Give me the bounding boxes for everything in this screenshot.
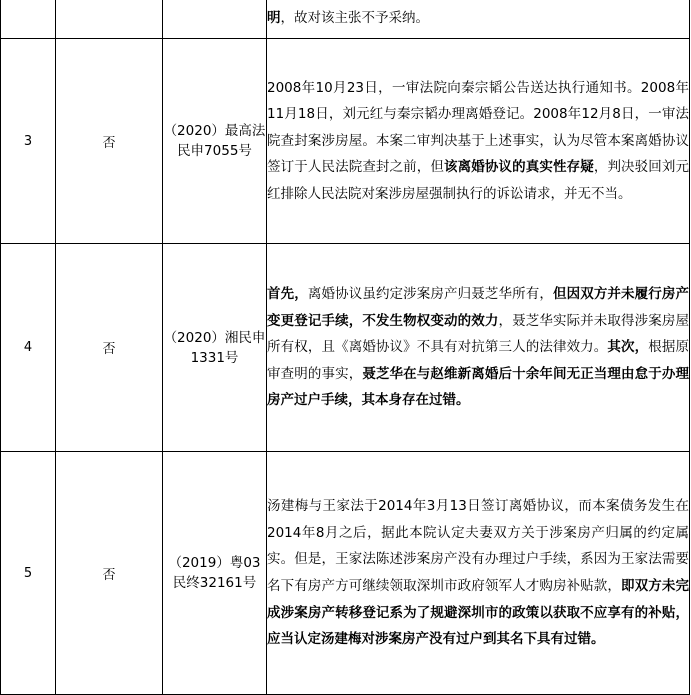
text-run: ，判决驳回刘元红排除人民法院对案涉房屋强制执行的诉讼请求，并无不当。 (267, 159, 690, 202)
text-run: 离婚协议虽约定涉案房产归聂芝华所有， (307, 286, 553, 303)
judgment-text (267, 0, 690, 39)
case-number: （2019）粤03民终32161号 (163, 452, 267, 695)
case-number: （2020）最高法民申7055号 (163, 39, 267, 244)
bold-text-run: 明 (267, 10, 281, 27)
bold-text-run: 首先， (267, 286, 308, 303)
row-number (1, 0, 56, 39)
row-yes-no: 否 (56, 452, 163, 695)
bold-text-run: 聂芝华在与赵维新离婚后十余年间无正当理由怠于办理房产过户手续，其本身存在过错。 (267, 365, 690, 409)
row-yes-no: 否 (56, 244, 163, 452)
text-run: ，聂芝华实际并未取得涉案房屋所有权，且《离婚协议》不具有对抗第三人的法律效力。 (267, 312, 690, 356)
text-run: 汤建梅与王家法于2014年3月13日签订离婚协议，而本案债务发生在2014年8月之后，据此本院认定夫妻双方关于涉案房产归属的约定属实。但是，王家法陈述涉案房产没有办理过户手续，系因为王家法需要名下有房产方可继续领取深圳市政府领军人才购房补贴款， (267, 498, 689, 594)
case-number (163, 0, 267, 39)
judgment-text (267, 244, 690, 452)
bold-text-run: 该离婚协议的真实性存疑 (444, 159, 594, 176)
row-number: 3 (1, 39, 56, 244)
case-number: （2020）湘民申1331号 (163, 244, 267, 452)
row-yes-no (56, 0, 163, 39)
text-run: ，故对该主张不予采纳。 (280, 10, 429, 27)
bold-text-run: 即双方未完成涉案房产转移登记系为了规避深圳市的政策以获取不应享有的补贴，应当认定汤建梅对涉案房产没有过户到其名下具有过错。 (267, 578, 690, 648)
bold-text-run: 其次， (607, 339, 649, 356)
table-row (1, 39, 690, 244)
table-row (1, 244, 690, 452)
row-yes-no: 否 (56, 39, 163, 244)
judgment-paragraph (267, 75, 689, 208)
row-number: 5 (1, 452, 56, 695)
text-run: 2008年10月23日，一审法院向秦宗韬公告送达执行通知书。2008年11月18日，刘元红与秦宗韬办理离婚登记。2008年12月8日，一审法院查封案涉房屋。本案二审判决基于上述事实，认为尽管本案离婚协议签订于人民法院查封之前，但 (267, 79, 689, 176)
bold-text-run: 但因双方并未履行房产变更登记手续，不发生物权变动的效力 (267, 286, 690, 329)
row-number: 4 (1, 244, 56, 452)
table-row (1, 452, 690, 695)
judgment-paragraph (267, 281, 689, 414)
judgment-text (267, 452, 690, 695)
judgment-paragraph (267, 493, 689, 653)
judgment-text (267, 39, 690, 244)
judgment-paragraph (267, 5, 689, 32)
table-row (1, 0, 690, 39)
text-run: 根据原审查明的事实， (267, 339, 690, 382)
